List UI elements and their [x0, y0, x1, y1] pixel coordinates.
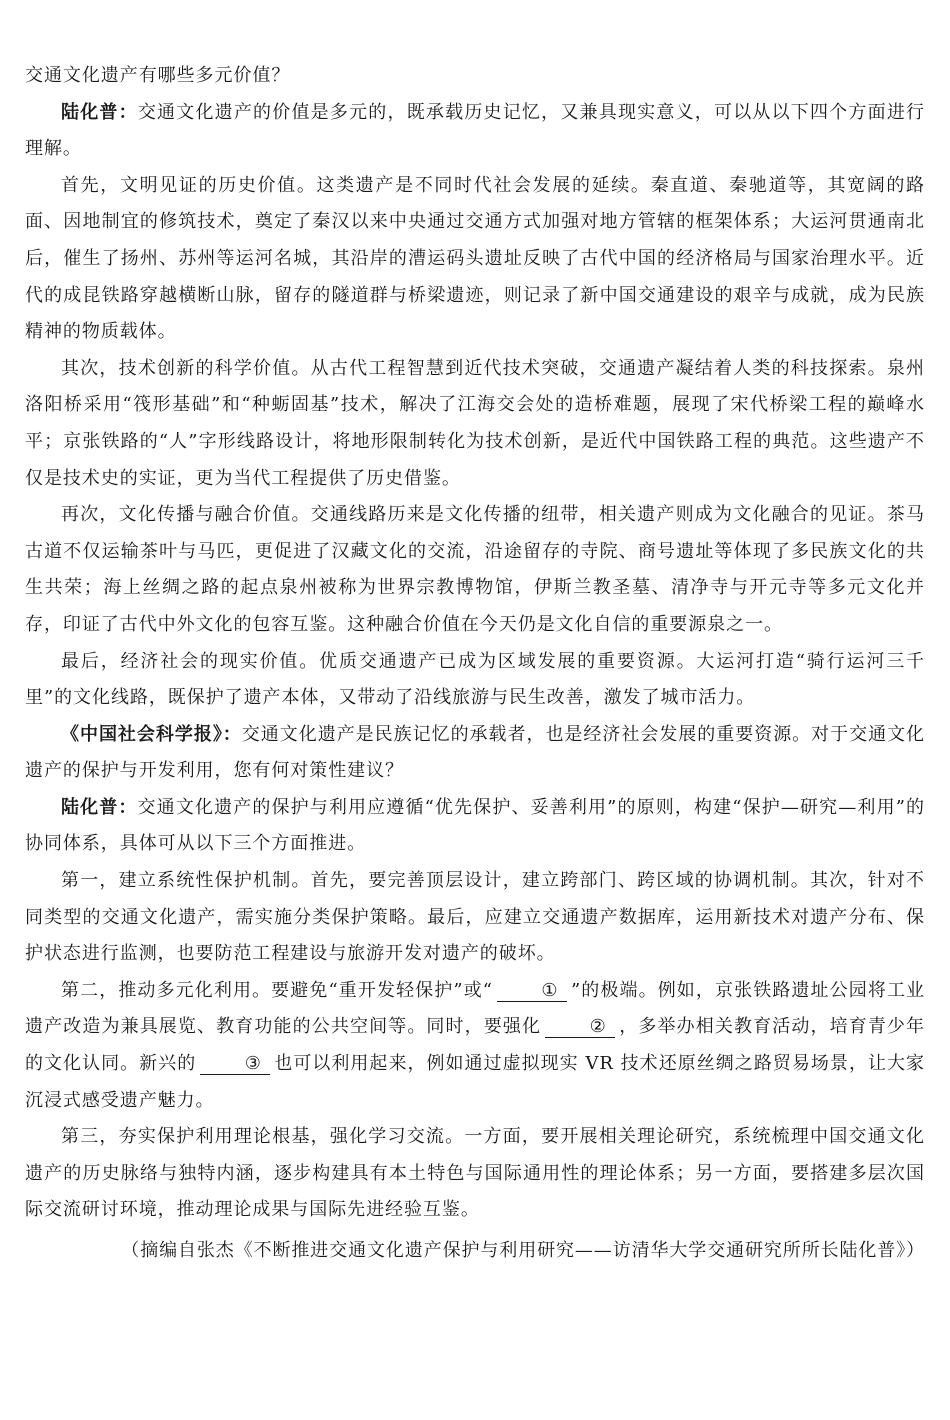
fill-blank-1[interactable]: ① — [497, 981, 567, 1002]
paragraph-text: 交通文化遗产有哪些多元价值？ — [25, 65, 291, 86]
paragraph-text: 交通文化遗产的价值是多元的，既承载历史记忆，又兼具现实意义，可以从以下四个方面进行理解。 — [25, 101, 925, 160]
economic-value-paragraph: 最后，经济社会的现实价值。优质交通遗产已成为区域发展的重要资源。大运河打造“骑行运河三千里”的文化线路，既保护了遗产本体，又带动了沿线旅游与民生改善，激发了城市活力。 — [25, 650, 925, 709]
fill-blank-2[interactable]: ② — [545, 1017, 615, 1038]
speaker-label: 陆化普： — [61, 796, 138, 818]
paragraph-text: 也可以利用起来，例如通过虚拟现实 VR 技术还原丝绸之路贸易场景，让大家沉浸式感受遗产魅力。 — [25, 1053, 925, 1111]
speaker-label: 陆化普： — [61, 101, 138, 123]
paragraph-text: ”的极端。例如，京张铁路遗址公园将工业遗产改造为兼具展览、教育功能的公共空间等。同时，要强化 — [25, 979, 925, 1038]
cultural-value-paragraph: 再次，文化传播与融合价值。交通线路历来是文化传播的纽带，相关遗产则成为文化融合的见证。茶马古道不仅运输茶叶与马匹，更促进了汉藏文化的交流，沿途留存的寺院、商号遗址等体现了多民族文化的共生共荣；海上丝绸之路的起点泉州被称为世界宗教博物馆，伊斯兰教圣墓、清净寺与开元寺等多元文化并存，印证了古代中外文化的包容互鉴。这种融合价值在今天仍是文化自信的重要源泉之一。 — [25, 504, 925, 635]
paragraph-text: ，多举办相关教育活动，培育青少年的文化认同。新兴的 — [25, 1016, 925, 1075]
source-citation: （摘编自张杰《不断推进交通文化遗产保护与利用研究——访清华大学交通研究所所长陆化普》） — [121, 1240, 925, 1261]
question-continuation — [25, 58, 925, 95]
theory-foundation-paragraph: 第三，夯实保护利用理论根基，强化学习交流。一方面，要开展相关理论研究，系统梳理中国交通文化遗产的历史脉络与独特内涵，逐步构建具有本土特色与国际通用性的理论体系；另一方面，要搭建多层次国际交流研讨环境，推动理论成果与国际先进经验互鉴。 — [25, 1126, 925, 1221]
historical-value-paragraph: 首先，文明见证的历史价值。这类遗产是不同时代社会发展的延续。秦直道、秦驰道等，其宽阔的路面、因地制宜的修筑技术，奠定了秦汉以来中央通过交通方式加强对地方管辖的框架体系；大运河贯通南北后，催生了扬州、苏州等运河名城，其沿岸的漕运码头遗址反映了古代中国的经济格局与国家治理水平。近代的成昆铁路穿越横断山脉，留存的隧道群与桥梁遗迹，则记录了新中国交通建设的艰辛与成就，成为民族精神的物质载体。 — [25, 174, 925, 343]
paragraph-text: 交通文化遗产是民族记忆的承载者，也是经济社会发展的重要资源。对于交通文化遗产的保护与开发利用，您有何对策性建议？ — [25, 723, 926, 782]
speaker-label: 《中国社会科学报》： — [61, 723, 242, 745]
paragraph-text: 交通文化遗产的保护与利用应遵循“优先保护、妥善利用”的原则，构建“保护—研究—利用”的协同体系，具体可从以下三个方面推进。 — [25, 796, 925, 855]
protection-mechanism-paragraph: 第一，建立系统性保护机制。首先，要完善顶层设计，建立跨部门、跨区域的协调机制。其次，针对不同类型的交通文化遗产，需实施分类保护策略。最后，应建立交通遗产数据库，运用新技术对遗产分布、保护状态进行监测，也要防范工程建设与旅游开发对遗产的破坏。 — [25, 870, 925, 965]
answer-paragraph — [25, 95, 925, 168]
paragraph-text: 第二，推动多元化利用。要避免“重开发轻保护”或“ — [61, 979, 493, 1001]
question-paragraph — [25, 717, 925, 790]
scientific-value-paragraph: 其次，技术创新的科学价值。从古代工程智慧到近代技术突破，交通遗产凝结着人类的科技探索。泉州洛阳桥采用“筏形基础”和“种蛎固基”技术，解决了江海交会处的造桥难题，展现了宋代桥梁工程的巅峰水平；京张铁路的“人”字形线路设计，将地形限制转化为技术创新，是近代中国铁路工程的典范。这些遗产不仅是技术史的实证，更为当代工程提供了历史借鉴。 — [25, 357, 925, 489]
fill-blank-3[interactable]: ③ — [200, 1054, 270, 1075]
diversified-use-paragraph — [25, 973, 925, 1119]
answer-paragraph — [25, 790, 925, 863]
